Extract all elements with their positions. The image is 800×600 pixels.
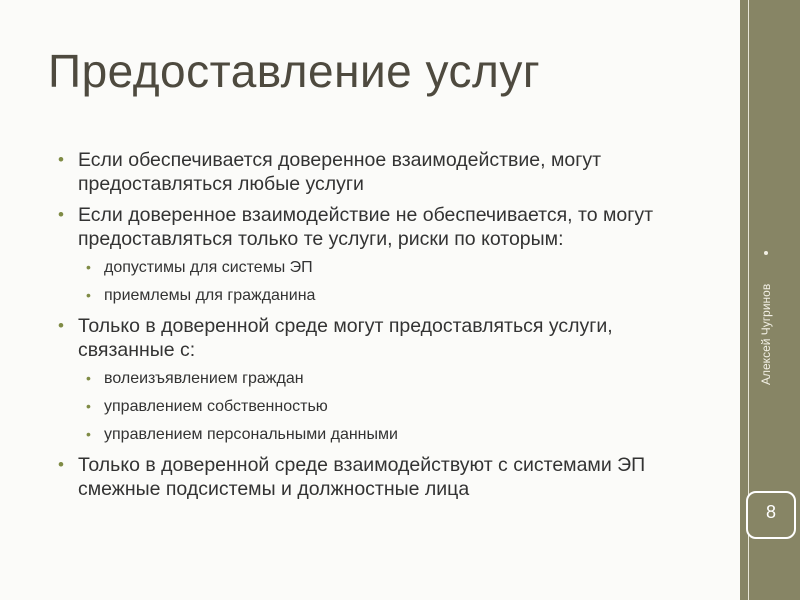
sub-bullet-item [86, 258, 708, 278]
page-number: 8 [765, 502, 776, 522]
bullet-icon: • [58, 205, 64, 224]
dot-icon [764, 251, 768, 255]
sub-bullet-text: приемлемы для гражданина [104, 287, 316, 304]
sub-bullet-item [86, 425, 708, 445]
sub-bullet-text: допустимы для системы ЭП [104, 259, 313, 276]
bullet-text: Если доверенное взаимодействие не обеспечивается, то могут предоставляться только те услуги, риски по которым: [78, 204, 654, 250]
sub-bullet-text: волеизъявлением граждан [104, 370, 304, 387]
bullet-item [58, 314, 708, 362]
bullet-icon: • [86, 426, 91, 442]
sub-bullet-list [86, 258, 708, 306]
bullet-icon: • [86, 259, 91, 275]
bullet-item [58, 148, 708, 196]
sub-bullet-item [86, 369, 708, 389]
sub-bullet-item [86, 397, 708, 417]
bullet-item [58, 203, 708, 251]
bullet-icon: • [58, 455, 64, 474]
sub-bullet-item [86, 286, 708, 306]
bullet-icon: • [86, 370, 91, 386]
slide-title: Предоставление услуг [48, 45, 541, 97]
sub-bullet-list [86, 369, 708, 445]
sub-bullet-text: управлением персональными данными [104, 426, 398, 443]
bullet-icon: • [86, 287, 91, 303]
bullet-icon: • [86, 398, 91, 414]
bullet-item [58, 453, 708, 501]
sub-bullet-text: управлением собственностью [104, 398, 328, 415]
bullet-text: Только в доверенной среде могут предоставляться услуги, связанные с: [78, 315, 613, 361]
bullet-icon: • [58, 316, 64, 335]
bullet-icon: • [58, 150, 64, 169]
author-label: Алексей Чугринов [759, 283, 773, 385]
bullet-text: Только в доверенной среде взаимодействуют с системами ЭП смежные подсистемы и должностные лица [78, 454, 646, 500]
slide-content [58, 148, 708, 508]
bullet-text: Если обеспечивается доверенное взаимодействие, могут предоставляться любые услуги [78, 149, 602, 195]
